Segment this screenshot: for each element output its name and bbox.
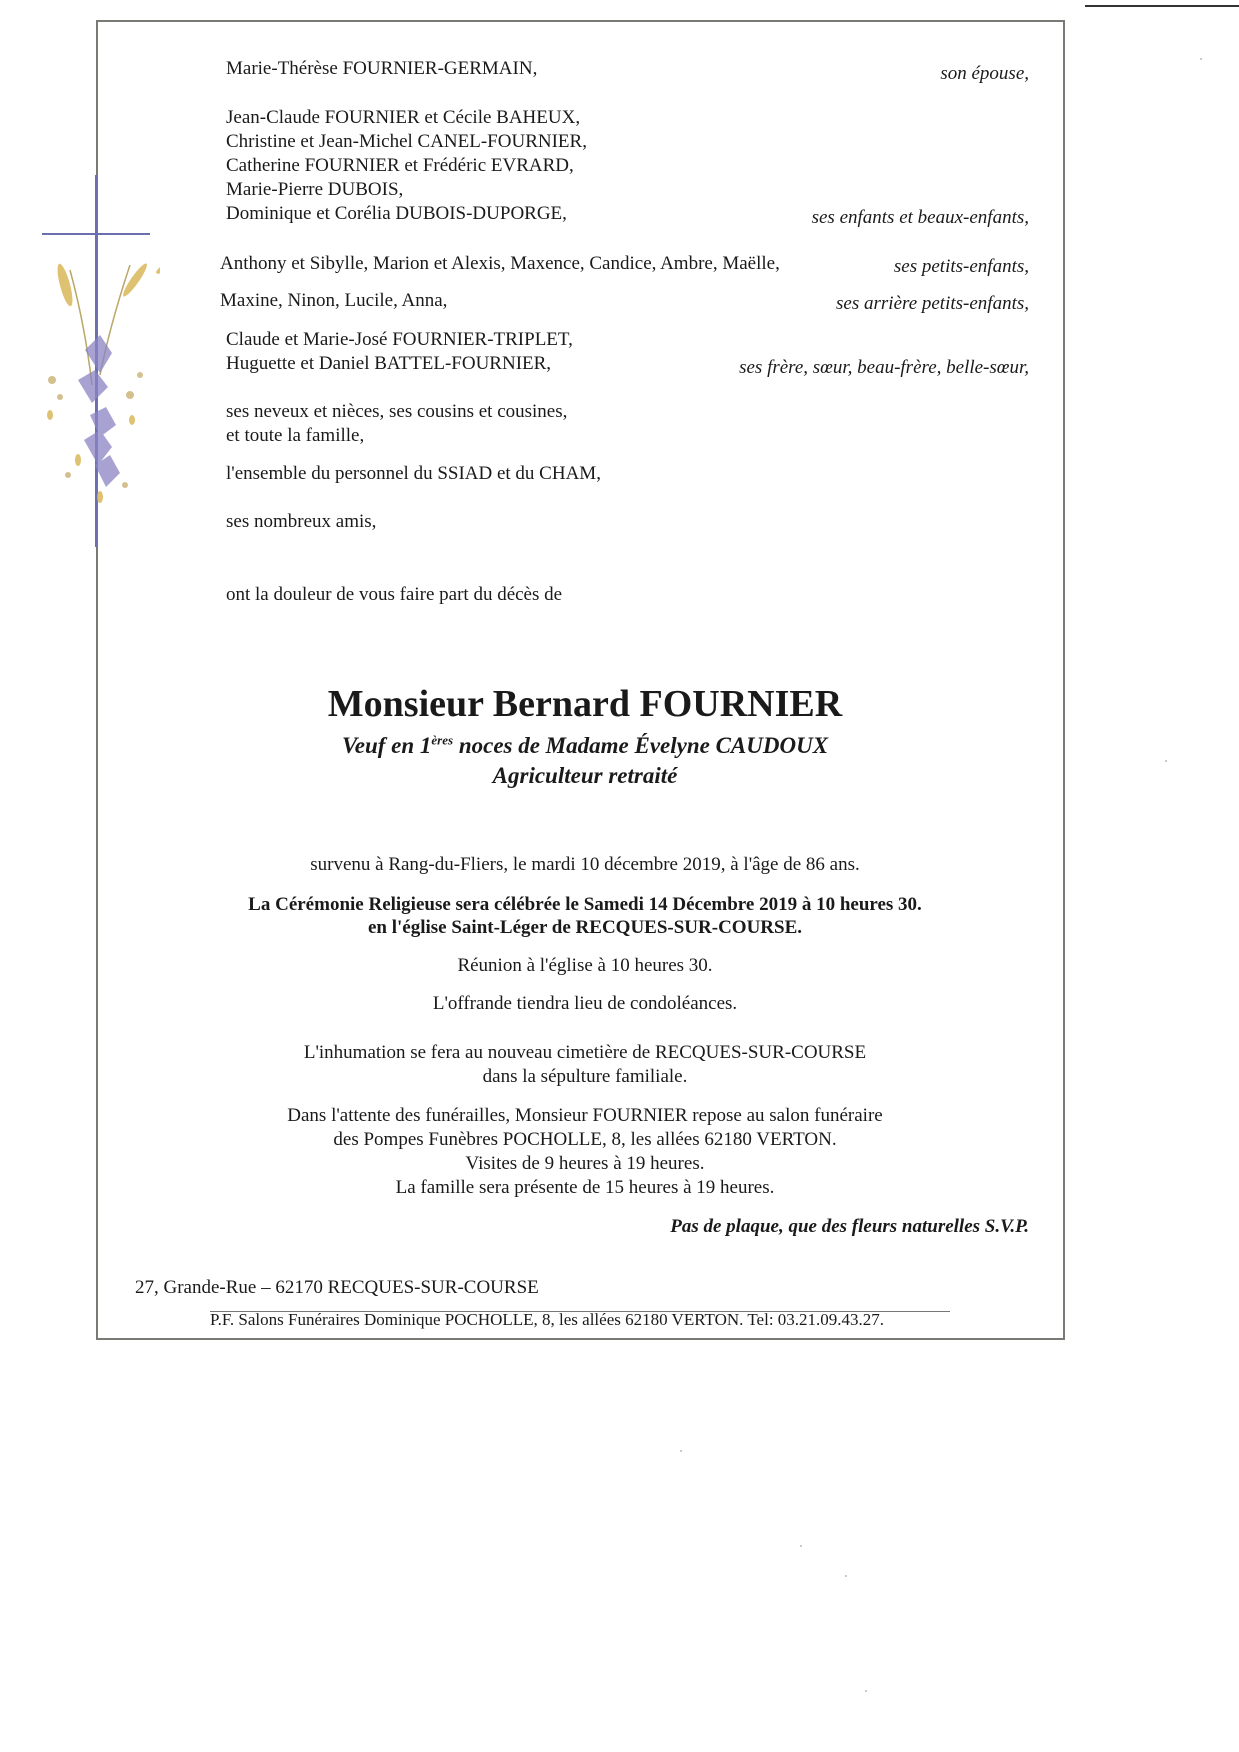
- scan-speck: [1165, 760, 1167, 762]
- rest-line: Dans l'attente des funérailles, Monsieur FOURNIER repose au salon funéraire: [287, 1105, 883, 1126]
- widower-prefix: Veuf en 1: [341, 733, 432, 758]
- rest-line: des Pompes Funèbres POCHOLLE, 8, les allées 62180 VERTON.: [333, 1129, 837, 1150]
- scan-edge-line: [1085, 5, 1239, 7]
- family-name: Anthony et Sibylle, Marion et Alexis, Maxence, Candice, Ambre, Maëlle,: [220, 253, 780, 274]
- others-line: ses neveux et nièces, ses cousins et cousines,: [226, 401, 568, 422]
- family-name: Maxine, Ninon, Lucile, Anna,: [220, 290, 448, 311]
- widower-line: [0, 732, 1170, 760]
- announcement: ont la douleur de vous faire part du décès de: [226, 584, 563, 605]
- address: 27, Grande-Rue – 62170 RECQUES-SUR-COURSE: [135, 1277, 539, 1298]
- scan-speck: [865, 1690, 867, 1692]
- scan-speck: [845, 1575, 847, 1577]
- scan-speck: [1200, 58, 1202, 60]
- scan-speck: [680, 1450, 682, 1452]
- widower-sup: ères: [431, 732, 454, 748]
- family-relation: ses enfants et beaux-enfants,: [811, 207, 1029, 228]
- family-present-line: La famille sera présente de 15 heures à 19 heures.: [395, 1177, 775, 1198]
- family-name: Marie-Thérèse FOURNIER-GERMAIN,: [226, 58, 538, 79]
- occupation: Agriculteur retraité: [492, 763, 678, 788]
- death-line: survenu à Rang-du-Fliers, le mardi 10 décembre 2019, à l'âge de 86 ans.: [310, 854, 860, 875]
- family-name: Claude et Marie-José FOURNIER-TRIPLET,: [226, 329, 573, 350]
- ceremony-line: La Cérémonie Religieuse sera célébrée le Samedi 14 Décembre 2019 à 10 heures 30.: [248, 894, 922, 915]
- family-name: Jean-Claude FOURNIER et Cécile BAHEUX,: [226, 107, 581, 128]
- burial-line: dans la sépulture familiale.: [482, 1066, 688, 1087]
- family-relation: ses frère, sœur, beau-frère, belle-sœur,: [739, 357, 1029, 378]
- family-name: Christine et Jean-Michel CANEL-FOURNIER,: [226, 131, 587, 152]
- family-relation: ses petits-enfants,: [893, 256, 1029, 277]
- meeting-line: Réunion à l'église à 10 heures 30.: [457, 955, 713, 976]
- ceremony-line: en l'église Saint-Léger de RECQUES-SUR-COURSE.: [367, 917, 803, 938]
- family-name: Huguette et Daniel BATTEL-FOURNIER,: [226, 353, 552, 374]
- visits-line: Visites de 9 heures à 19 heures.: [465, 1153, 705, 1174]
- family-name: Dominique et Corélia DUBOIS-DUPORGE,: [226, 203, 567, 224]
- family-name: Marie-Pierre DUBOIS,: [226, 179, 404, 200]
- others-line: et toute la famille,: [226, 425, 365, 446]
- family-relation: ses arrière petits-enfants,: [836, 293, 1029, 314]
- footer-funeral-home: P.F. Salons Funéraires Dominique POCHOLLE, 8, les allées 62180 VERTON. Tel: 03.21.09.43.27.: [210, 1310, 885, 1329]
- others-line: ses nombreux amis,: [226, 511, 377, 532]
- family-relation: son épouse,: [940, 63, 1029, 84]
- burial-line: L'inhumation se fera au nouveau cimetière de RECQUES-SUR-COURSE: [303, 1042, 867, 1063]
- scan-speck: [800, 1545, 802, 1547]
- flowers-note: Pas de plaque, que des fleurs naturelles S.V.P.: [670, 1216, 1029, 1237]
- others-line: l'ensemble du personnel du SSIAD et du CHAM,: [226, 463, 601, 484]
- widower-suffix: noces de Madame Évelyne CAUDOUX: [453, 733, 829, 758]
- offering-line: L'offrande tiendra lieu de condoléances.: [432, 993, 738, 1014]
- cross-flowers-icon: [40, 175, 160, 550]
- deceased-name: Monsieur Bernard FOURNIER: [327, 683, 843, 725]
- family-name: Catherine FOURNIER et Frédéric EVRARD,: [226, 155, 574, 176]
